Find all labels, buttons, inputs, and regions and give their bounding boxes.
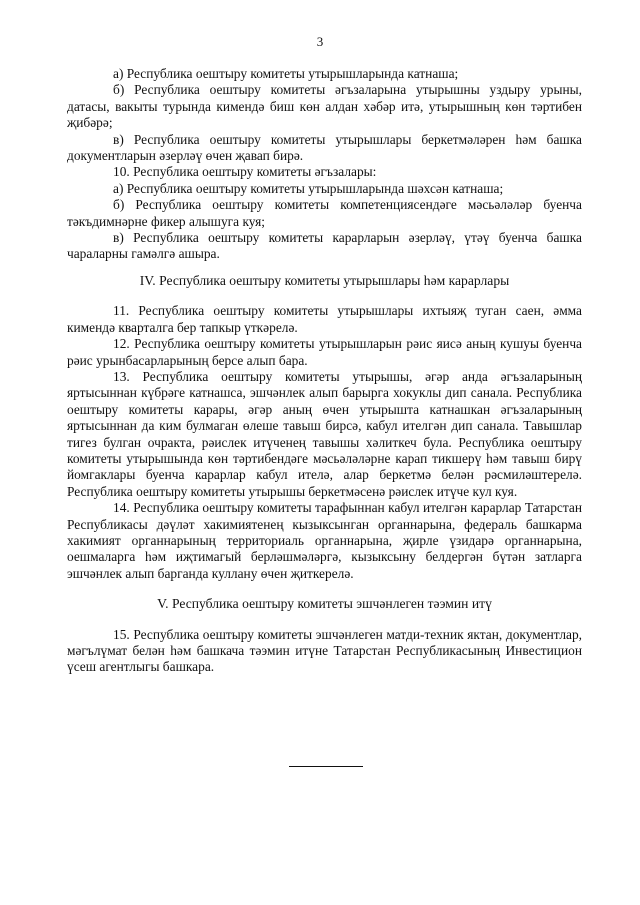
paragraph-9a: а) Республика оештыру комитеты утырышларында катнаша; [113,66,459,81]
paragraph-10a: а) Республика оештыру комитеты утырышларында шәхсән катнаша; [113,180,504,196]
paragraph-9b: б) Республика оештыру комитеты әгъзаларына утырышны уздыру урыны, датасы, вакыты турында кимендә биш көн алдан хәбәр итә, утырышның көн тәртибен җибәрә; [67,82,582,131]
paragraph-11: 11. Республика оештыру комитеты утырышлары ихтыяҗ туган саен, әмма кимендә кварталга бер тапкыр үткәрелә. [67,303,582,335]
paragraph-10c: в) Республика оештыру комитеты карарларын әзерләү, үтәү буенча башка чараларны гамәлгә ашыра. [67,230,582,262]
paragraph-15: 15. Республика оештыру комитеты эшчәнлеген матди-техник яктан, документлар, мәгълүмат белән һәм башкача тәэмин итүне Татарстан Республикасының Инвестицион үсеш агентлыгы башкара. [67,626,582,675]
paragraph-10b: б) Республика оештыру комитеты компетенциясендәге мәсьәләләр буенча тәкъдимнәрне фикер алышуга куя; [67,197,582,229]
paragraph-12: 12. Республика оештыру комитеты утырышларын рәис яисә аның кушуы буенча рәис урынбасарларының берсе алып бара. [67,336,582,368]
paragraph-9c: в) Республика оештыру комитеты утырышлары беркетмәләрен һәм башка документларын әзерләү өчен җавап бирә. [67,131,582,164]
page-number: 3 [316,34,324,49]
document-body [67,66,582,676]
end-divider-line [289,766,363,767]
section-heading-v: V. Республика оештыру комитеты эшчәнлеген тәэмин итү [157,596,492,612]
section-heading-iv: IV. Республика оештыру комитеты утырышлары һәм карарлары [139,272,510,288]
paragraph-13: 13. Республика оештыру комитеты утырышы, әгәр анда әгъзаларының яртысыннан күбрәге катнашса, эшчәнлек алып барырга хокуклы дип санала. Республика оештыру комитеты карары, әгәр аның өчен утырышта катнашкан әгъзаларының яртысыннан да ким булмаган өлеше тавыш бирсә, кабул ителгән дип санала. Тавышлар тигез булган очракта, рәислек итүченең тавышы хәлиткеч була. Республика оештыру комитеты утырышында көн тәртибендәге мәсьәләләрне карап тикшерү һәм тавыш бирү йомгаклары буенча карарлар кабул ителә, алар беркетмә белән рәсмиләштерелә. Республика оештыру комитеты утырышы беркетмәсенә рәислек итүче кул куя. [67,368,582,499]
paragraph-10: 10. Республика оештыру комитеты әгъзалары: [113,164,377,180]
paragraph-14: 14. Республика оештыру комитеты тарафыннан кабул ителгән карарлар Татарстан Республикасы дәүләт хакимиятенең кызыксынган органнарына, федераль башкарма хакимият органнарының территориаль органнарына, җирле үзидарә органнарына, оешмаларга һәм иҗтимагый берләшмәләргә, кызыксыну белдергән бүтән затларга эшчәнлек алып барганда куллану өчен җиткерелә. [67,500,582,581]
